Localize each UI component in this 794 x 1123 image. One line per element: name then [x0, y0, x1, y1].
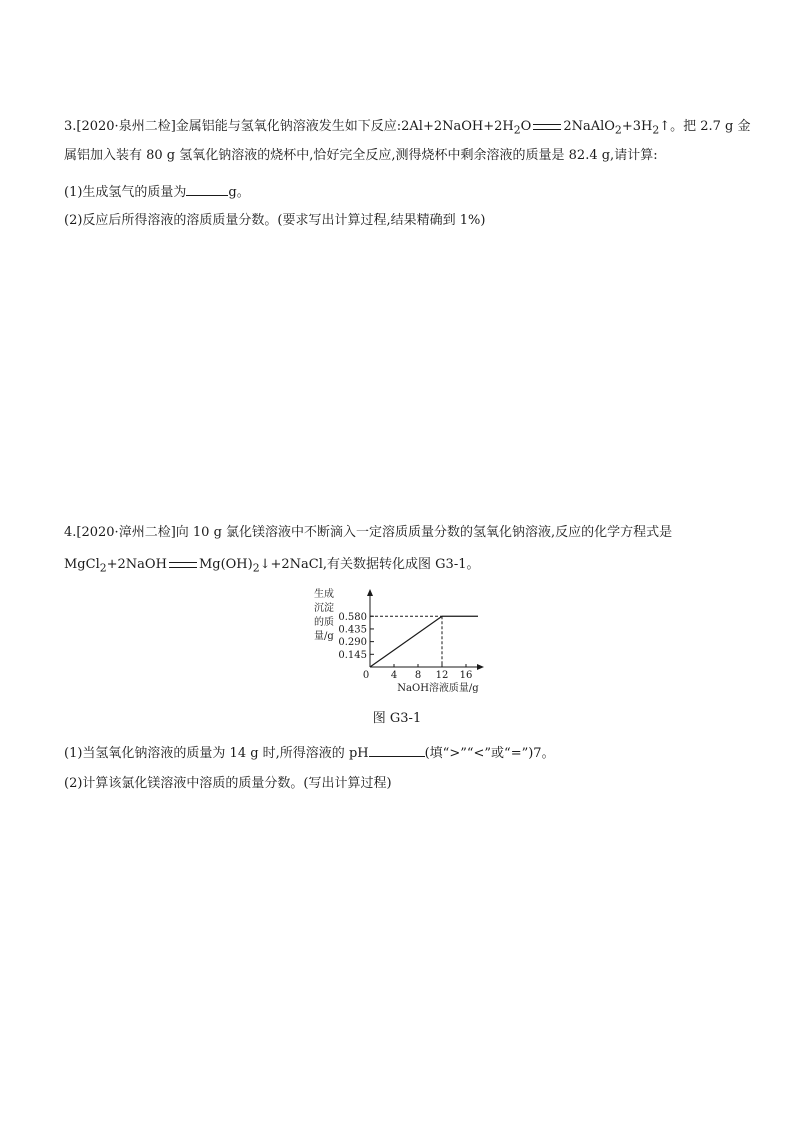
answer-blank-ph-comparison[interactable] — [369, 742, 425, 757]
q3-part-2: (2)反应后所得溶液的溶质质量分数。(要求写出计算过程,结果精确到 1%) — [64, 213, 486, 228]
y-axis-arrow — [367, 589, 373, 596]
precipitate-mass-chart — [300, 585, 500, 700]
y-axis-label — [314, 587, 334, 642]
q4-line-1: 4.[2020·漳州二检]向 10 g 氯化镁溶液中不断滴入一定溶质质量分数的氢氧化钠溶液,反应的化学方程式是 — [64, 525, 673, 540]
x-tick-label: 12 — [435, 670, 449, 681]
origin-label: 0 — [362, 670, 370, 681]
series-line-segment — [370, 616, 442, 667]
figure-caption: 图 G3-1 — [372, 711, 422, 726]
y-label-line: 沉淀 — [314, 603, 334, 614]
answer-blank-hydrogen-mass[interactable] — [186, 181, 228, 196]
x-tick-label: 4 — [390, 670, 398, 681]
x-tick-label: 8 — [414, 670, 422, 681]
q4-part-2: (2)计算该氯化镁溶液中溶质的质量分数。(写出计算过程) — [64, 776, 392, 791]
x-axis-arrow — [477, 664, 484, 670]
q4-part-1: (1)当氢氧化钠溶液的质量为 14 g 时,所得溶液的 pH (填“>”“<”或“=”)7。 — [64, 742, 555, 763]
y-tick-label: 0.290 — [338, 637, 367, 649]
y-tick-label: 0.435 — [338, 624, 367, 636]
q3-line-2: 属铝加入装有 80 g 氢氧化钠溶液的烧杯中,恰好完全反应,测得烧杯中剩余溶液的质量是 82.4 g,请计算: — [64, 148, 658, 163]
x-tick-label: 16 — [459, 670, 473, 681]
y-tick-label: 0.145 — [338, 649, 367, 661]
y-label-line: 的质 — [314, 617, 334, 628]
y-tick-label: 0.580 — [338, 611, 367, 623]
q4-line-2: MgCl$_2$+2NaOH $Mg(OH)_2↓+2NaCl$,有关数据转化成图 G3-1。 — [64, 557, 480, 575]
equation-equals-sign — [169, 562, 197, 568]
q3-line-1: 3.[2020·泉州二检]金属铝能与氢氧化钠溶液发生如下反应$:2Al+2NaOH+2H_2O$ $2NaAlO_2+3H_2↑$。把 2.7 g 金 — [64, 119, 751, 137]
y-label-line: 量/g — [314, 631, 334, 642]
equation-equals-sign — [533, 124, 561, 130]
y-label-line: 生成 — [314, 589, 334, 600]
x-axis-label: NaOH溶液质量/g — [397, 683, 479, 694]
q3-part-1: (1)生成氢气的质量为 g。 — [64, 181, 250, 202]
